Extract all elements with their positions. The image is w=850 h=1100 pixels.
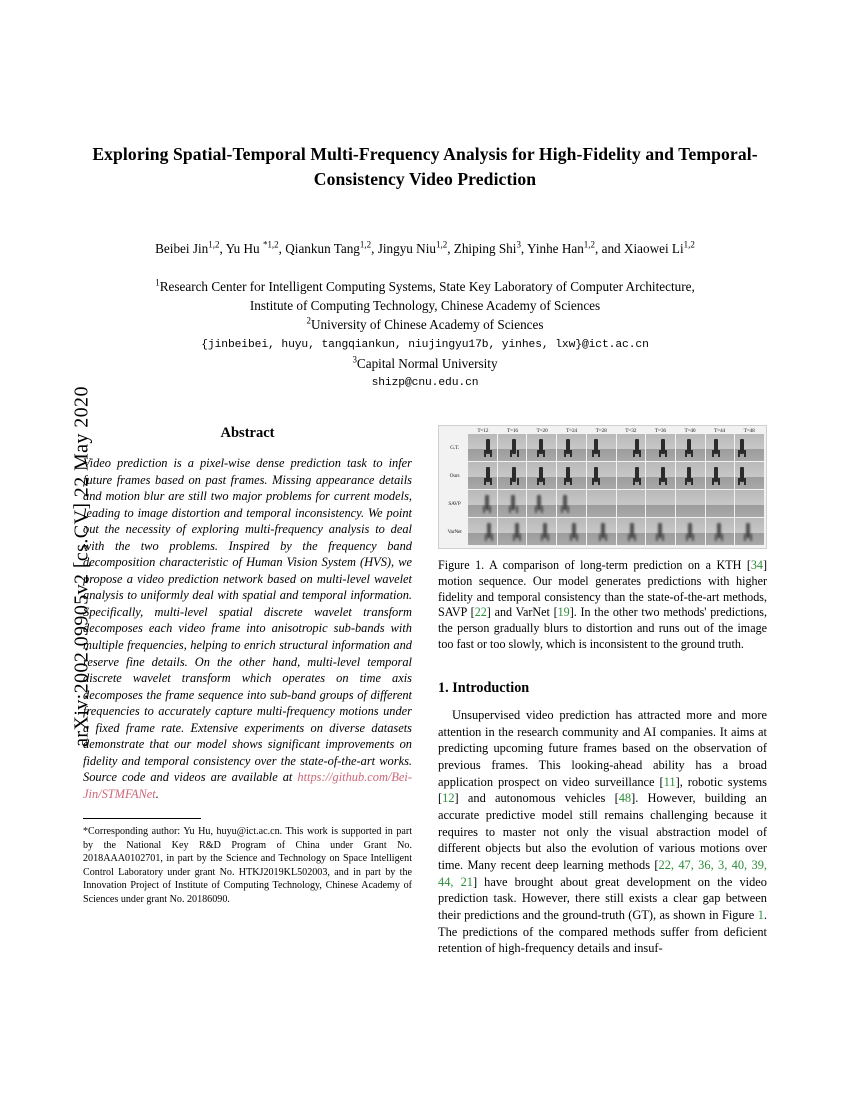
figure-frame: [587, 490, 616, 517]
intro-text-c: ] and autonomous vehicles [: [454, 791, 619, 806]
figure-row-label: VarNet: [447, 528, 462, 535]
figure-frame: [557, 434, 586, 461]
figure-frame: [468, 434, 497, 461]
citation-22[interactable]: 22: [474, 605, 487, 620]
intro-text-a: Unsupervised video prediction has attracted more and more attention in the research community and AI companies. It aims at predicting upcoming future frames based on the observation of previous frames. This looking-ahead ability has a broad application prospect on video surveillance [: [438, 707, 767, 789]
affiliation-line-4: $^3$Capital Normal University: [352, 354, 498, 371]
figure-frame: [706, 518, 735, 545]
figure-frame: [617, 490, 646, 517]
figure-row-varnet: [441, 518, 764, 545]
figure-row-frames: [468, 462, 764, 489]
figure-frame: [587, 462, 616, 489]
figure-frame: [587, 434, 616, 461]
figure-row-label: G.T.: [450, 444, 459, 451]
figure-frame: [527, 518, 556, 545]
email-line-1: {jinbeibei, huyu, tangqiankun, niujingyu17b, yinhes, lxw}@ict.ac.cn: [201, 339, 649, 352]
figure-col-header: T=12: [477, 428, 489, 434]
intro-text-d: ]. However, building an accurate predictive model still remains challenging because it requires to master not only the visual abstraction model of different objects but also the evolution of various motions over time. Many recent deep learning methods [: [438, 791, 767, 873]
intro-text-f: . The predictions of the compared methods suffer from deficient retention of high-frequency details and insuf-: [438, 908, 767, 956]
left-column: [83, 425, 412, 957]
right-column: [438, 425, 767, 957]
figure-caption-t3: ] and VarNet [: [486, 605, 558, 620]
footnote-text: *Corresponding author: Yu Hu, huyu@ict.ac.cn. This work is supported in part by the National Key R&D Program of China under Grant No. 2018AAA0102701, in part by the Science and Technology on Space Intelligent Control Laboratory under grant No. HTKJ2019KL502003, and in part by the Innovation Project of Institute of Computing Technology, Chinese Academy of Sciences under grant No. 20186090.: [83, 826, 412, 905]
affiliations: [83, 277, 767, 391]
figure-frame: [468, 462, 497, 489]
figure-col-header: T=44: [714, 428, 726, 434]
figure-caption-t2: ] motion sequence. Our model generates predictions with higher fidelity and temporal consistency than the state-of-the-art methods, SAVP [: [438, 558, 767, 620]
figure-frame: [498, 518, 527, 545]
figure-frame: [617, 462, 646, 489]
citation-12[interactable]: 12: [442, 791, 455, 806]
figure-frame: [557, 462, 586, 489]
affiliation-line-3: $^2$University of Chinese Academy of Sciences: [306, 315, 544, 333]
figure-caption-t1: A comparison of long-term prediction on a KTH [: [484, 558, 751, 572]
figure-frame: [676, 462, 705, 489]
paper-page: [83, 0, 767, 1100]
figure-frame: [706, 434, 735, 461]
figure-row-frames: [468, 434, 764, 461]
figure-row-frames: [468, 490, 764, 517]
figure-col-header: T=36: [654, 428, 666, 434]
figure-1: [438, 425, 767, 653]
figure-frame: [706, 490, 735, 517]
figure-frame: [706, 462, 735, 489]
figure-row-savp: [441, 490, 764, 517]
section-heading-introduction: 1. Introduction: [438, 679, 530, 696]
abstract-heading: Abstract: [220, 425, 275, 441]
figure-col-header: T=20: [536, 428, 548, 434]
two-column-body: [83, 425, 767, 957]
figure-col-header: T=28: [595, 428, 607, 434]
intro-text-e: ] have brought about great development on the video prediction task. However, there still exists a clear gap between their predictions and the ground-truth (GT), as shown in Figure: [438, 874, 767, 923]
citation-48[interactable]: 48: [618, 791, 632, 806]
footnote-divider: [83, 818, 201, 819]
figure-frame: [646, 490, 675, 517]
figure-frame: [646, 434, 675, 461]
figure-reference-1[interactable]: 1: [757, 908, 764, 923]
citation-11[interactable]: 11: [663, 774, 676, 789]
figure-row-label: SAVP: [448, 500, 461, 507]
figure-col-header: T=32: [625, 428, 637, 434]
citation-list[interactable]: 22, 47, 36, 3, 40, 39, 44, 21: [438, 858, 767, 889]
abstract-text-end: .: [155, 786, 159, 801]
figure-col-header: T=16: [506, 428, 518, 434]
figure-frame: [468, 518, 497, 545]
abstract-text: [83, 455, 412, 802]
figure-frame: [498, 462, 527, 489]
figure-col-header: T=40: [684, 428, 696, 434]
figure-row-frames: [468, 518, 764, 545]
intro-text-b: ], robotic systems [: [438, 774, 767, 806]
figure-caption-label: Figure 1.: [438, 558, 485, 572]
figure-frame: [468, 490, 497, 517]
figure-frame: [527, 490, 556, 517]
figure-frame: [557, 518, 586, 545]
figure-frame: [646, 518, 675, 545]
figure-frame: [527, 434, 556, 461]
introduction-paragraph-1: [438, 707, 767, 957]
arxiv-stamp: arXiv:2002.09905v2 [cs.CV] 22 May 2020: [70, 386, 93, 747]
figure-frame: [676, 434, 705, 461]
figure-caption-t4: ]. In the other two methods' predictions, the person gradually blurs to distortion and runs out of the image too fast or too slowly, which is inconsistent to the ground truth.: [438, 605, 767, 652]
figure-frame: [498, 490, 527, 517]
affiliation-line-1: $^1$Research Center for Intelligent Computing Systems, State Key Laboratory of Computer Architecture,: [155, 277, 695, 294]
abstract-text-main: Video prediction is a pixel-wise dense prediction task to infer future frames based on past frames. Missing appearance details and motion blur are still two major problems for current models, leading to image distortion and temporal inconsistency. We point out the necessity of exploring multi-frequency analysis to deal with the two problems. Inspired by the frequency band decomposition characteristic of Human Vision System (HVS), we propose a video prediction network based on multi-level wavelet analysis to uniformly deal with spatial and temporal information. Specifically, multi-level spatial discrete wavelet transform decomposes each video frame into anisotropic sub-bands with multiple frequencies, helping to enrich structural information and reserve fine details. On the other hand, multi-level temporal discrete wavelet transform which operates on time axis decomposes the frame sequence into sub-band groups of different frequencies to accurately capture multi-frequency motions under a fixed frame rate. Extensive experiments on diverse datasets demonstrate that our model shows significant improvements on fidelity and temporal consistency over the state-of-the-art works. Source code and videos are available at: [83, 456, 412, 785]
figure-frame: [498, 434, 527, 461]
figure-row-gt: [441, 434, 764, 461]
figure-1-image: [438, 425, 767, 549]
figure-frame: [557, 490, 586, 517]
figure-frame: [735, 434, 764, 461]
figure-row-label: Ours: [449, 472, 460, 479]
figure-frame: [617, 434, 646, 461]
affiliation-line-2: Institute of Computing Technology, Chinese Academy of Sciences: [249, 297, 601, 313]
figure-frame: [735, 462, 764, 489]
page-title: Exploring Spatial-Temporal Multi-Frequency Analysis for High-Fidelity and Temporal-Consistency Video Prediction: [92, 144, 758, 189]
author-list: Beibei Jin$^{1,2}$, Yu Hu $^{*1,2}$, Qiankun Tang$^{1,2}$, Jingyu Niu$^{1,2}$, Zhiping Shi$^3$, Yinhe Han$^{1,2}$, and Xiaowei Li$^{1,2}$: [155, 239, 695, 256]
figure-frame: [676, 490, 705, 517]
figure-1-caption: [438, 558, 767, 653]
citation-34[interactable]: 34: [750, 558, 763, 572]
figure-col-header: T=48: [743, 428, 755, 434]
email-line-2: shizp@cnu.edu.cn: [371, 376, 479, 389]
source-code-url[interactable]: https://github.com/Bei-Jin/STMFANet: [83, 770, 412, 801]
figure-frame: [617, 518, 646, 545]
figure-frame: [587, 518, 616, 545]
figure-frame: [735, 490, 764, 517]
citation-19[interactable]: 19: [557, 605, 570, 620]
figure-frame: [735, 518, 764, 545]
figure-frame: [527, 462, 556, 489]
figure-frame: [676, 518, 705, 545]
figure-col-header: T=24: [566, 428, 578, 434]
figure-frame: [646, 462, 675, 489]
figure-row-ours: [441, 462, 764, 489]
